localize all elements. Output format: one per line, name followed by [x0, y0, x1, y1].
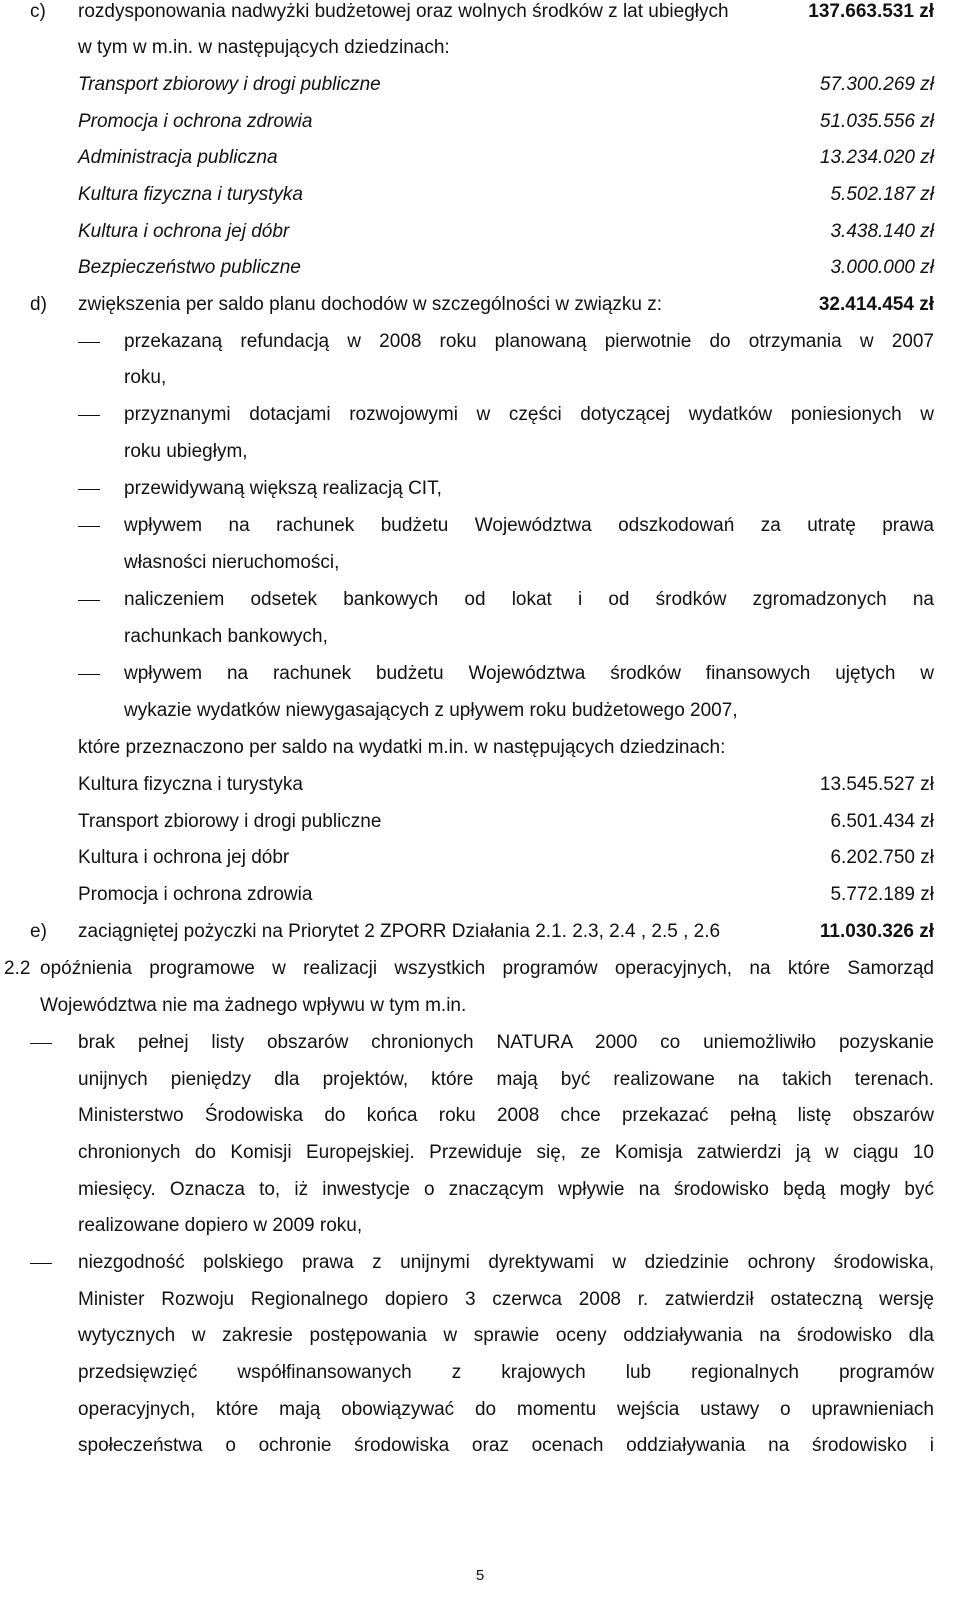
section-2-2-bullet-line: społeczeństwa o ochronie środowiska oraz ocenach oddziaływania na środowisko i	[78, 1435, 934, 1456]
section-c-item-label: Administracja publiczna	[78, 147, 278, 168]
section-d-bullet-line: własności nieruchomości,	[124, 552, 340, 573]
section-c-item-amount: 13.234.020 zł	[819, 147, 934, 168]
section-d-item-label: Promocja i ochrona zdrowia	[78, 884, 313, 905]
section-2-2-bullet-line: Minister Rozwoju Regionalnego dopiero 3 czerwca 2008 r. zatwierdził ostateczną wersję	[78, 1289, 934, 1310]
section-d-bullet-line: przewidywaną większą realizacją CIT,	[124, 478, 442, 499]
section-e-title: zaciągniętej pożyczki na Priorytet 2 ZPORR Działania 2.1. 2.3, 2.4 , 2.5 , 2.6	[78, 921, 721, 942]
section-2-2-bullet-line: wytycznych w zakresie postępowania w sprawie oceny oddziaływania na środowisko dla	[78, 1325, 934, 1346]
section-c-item-amount: 3.438.140 zł	[830, 221, 934, 242]
section-d-subtitle: które przeznaczono per saldo na wydatki m.in. w następujących dziedzinach:	[78, 737, 726, 758]
section-2-2-bullet-line: unijnych pieniędzy dla projektów, które mają być realizowane na takich terenach.	[78, 1069, 934, 1090]
section-2-2-bullet-line: brak pełnej listy obszarów chronionych NATURA 2000 co uniemożliwiło pozyskanie	[78, 1032, 934, 1053]
section-d-bullet-line: rachunkach bankowych,	[124, 626, 328, 647]
section-d-item-label: Transport zbiorowy i drogi publiczne	[78, 811, 382, 832]
section-d-item-label: Kultura fizyczna i turystyka	[78, 774, 303, 795]
section-2-2-bullet-line: operacyjnych, które mają obowiązywać do momentu wejścia ustawy o uprawnieniach	[78, 1399, 934, 1420]
section-c-item-amount: 51.035.556 zł	[819, 111, 934, 132]
section-d-item-label: Kultura i ochrona jej dóbr	[78, 847, 290, 868]
section-e-marker: e)	[30, 921, 47, 942]
dash-bullet	[78, 526, 100, 527]
section-d-bullet-line: przyznanymi dotacjami rozwojowymi w części dotyczącej wydatków poniesionych w	[124, 404, 934, 425]
section-d-bullet-line: przekazaną refundacją w 2008 roku planowaną pierwotnie do otrzymania w 2007	[124, 331, 934, 352]
section-d-title: zwiększenia per saldo planu dochodów w szczególności w związku z:	[78, 294, 663, 315]
section-c-item-amount: 57.300.269 zł	[819, 74, 934, 95]
section-d-item-amount: 6.501.434 zł	[830, 811, 934, 832]
section-c-subtitle: w tym w m.in. w następujących dziedzinach:	[78, 37, 450, 58]
dash-bullet	[78, 342, 100, 343]
section-d-bullet-line: roku,	[124, 367, 167, 388]
section-2-2-bullet-line: przedsięwzięć współfinansowanych z krajowych lub regionalnych programów	[78, 1362, 934, 1383]
dash-bullet	[78, 600, 100, 601]
section-2-2-bullet-line: realizowane dopiero w 2009 roku,	[78, 1215, 363, 1236]
section-2-2-number: 2.2	[4, 958, 31, 979]
section-d-bullet-line: wpływem na rachunek budżetu Województwa środków finansowych ujętych w	[124, 663, 934, 684]
section-c-item-label: Promocja i ochrona zdrowia	[78, 111, 313, 132]
section-c-item-label: Bezpieczeństwo publiczne	[78, 257, 301, 278]
section-c-marker: c)	[30, 1, 46, 22]
section-c-amount: 137.663.531 zł	[808, 1, 934, 22]
section-2-2-bullet-line: niezgodność polskiego prawa z unijnymi dyrektywami w dziedzinie ochrony środowiska,	[78, 1252, 934, 1273]
section-d-bullet-line: wpływem na rachunek budżetu Województwa odszkodowań za utratę prawa	[124, 515, 934, 536]
section-c-item-amount: 5.502.187 zł	[830, 184, 934, 205]
section-e-amount: 11.030.326 zł	[819, 921, 934, 942]
section-2-2-line: Województwa nie ma żadnego wpływu w tym m.in.	[40, 995, 467, 1016]
dash-bullet	[78, 489, 100, 490]
section-d-bullet-line: roku ubiegłym,	[124, 441, 248, 462]
section-d-item-amount: 6.202.750 zł	[830, 847, 934, 868]
section-c-title: rozdysponowania nadwyżki budżetowej oraz wolnych środków z lat ubiegłych	[78, 1, 729, 22]
dash-bullet	[78, 415, 100, 416]
section-d-bullet-line: naliczeniem odsetek bankowych od lokat i od środków zgromadzonych na	[124, 589, 934, 610]
section-2-2-line: opóźnienia programowe w realizacji wszystkich programów operacyjnych, na które Samorząd	[40, 958, 934, 979]
dash-bullet	[78, 674, 100, 675]
dash-bullet	[30, 1263, 52, 1264]
section-c-item-label: Kultura fizyczna i turystyka	[78, 184, 303, 205]
dash-bullet	[30, 1043, 52, 1044]
section-2-2-bullet-line: Ministerstwo Środowiska do końca roku 2008 chce przekazać pełną listę obszarów	[78, 1105, 934, 1126]
section-2-2-bullet-line: miesięcy. Oznacza to, iż inwestycje o znaczącym wpływie na środowisko będą mogły być	[78, 1179, 934, 1200]
section-d-item-amount: 13.545.527 zł	[819, 774, 934, 795]
section-2-2-bullet-line: chronionych do Komisji Europejskiej. Przewiduje się, ze Komisja zatwierdzi ją w ciągu 10	[78, 1142, 934, 1163]
section-c-item-amount: 3.000.000 zł	[830, 257, 934, 278]
section-d-item-amount: 5.772.189 zł	[830, 884, 934, 905]
page-number: 5	[475, 1567, 485, 1584]
section-c-item-label: Transport zbiorowy i drogi publiczne	[78, 74, 381, 95]
section-c-item-label: Kultura i ochrona jej dóbr	[78, 221, 290, 242]
section-d-marker: d)	[30, 294, 47, 315]
section-d-amount: 32.414.454 zł	[818, 294, 934, 315]
section-d-bullet-line: wykazie wydatków niewygasających z upływem roku budżetowego 2007,	[124, 700, 738, 721]
